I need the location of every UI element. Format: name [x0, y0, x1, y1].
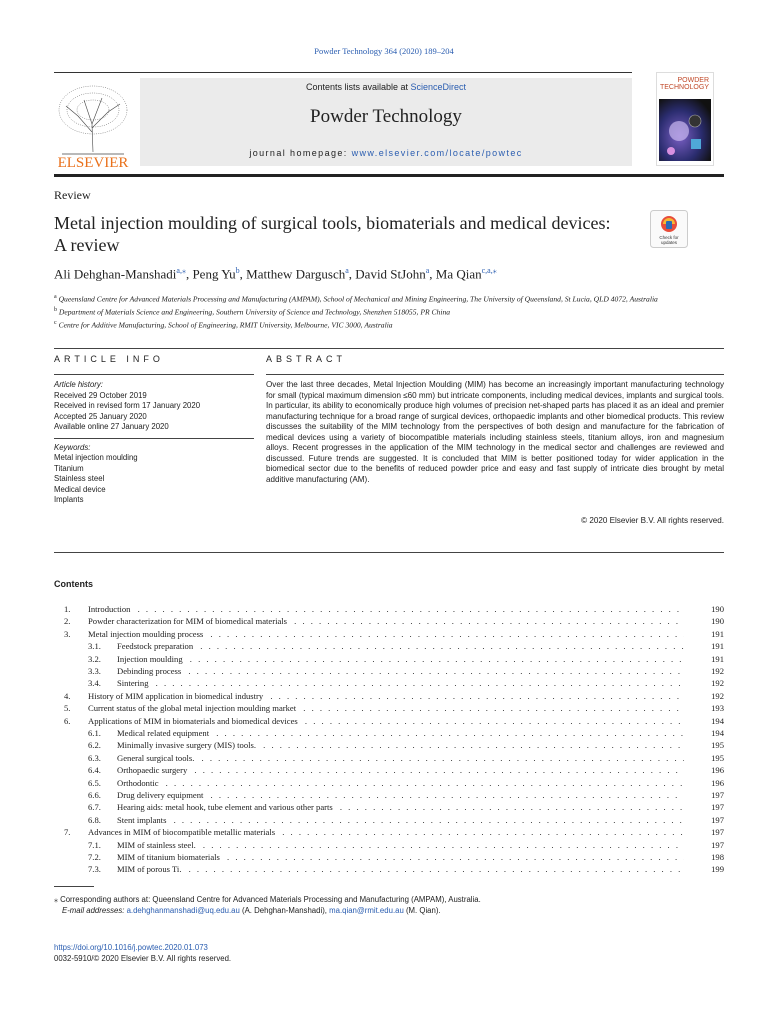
toc-entry[interactable] — [54, 753, 724, 765]
toc-label: Current status of the global metal injection moulding market . . . — [88, 703, 684, 713]
toc-entry[interactable] — [54, 864, 724, 876]
elsevier-logo — [54, 78, 132, 170]
toc-number: 5. — [64, 703, 71, 714]
author-affiliation-marker[interactable]: b — [235, 266, 240, 275]
toc-label: MIM of titanium biomaterials . . . — [117, 852, 684, 862]
article-info-heading: ARTICLE INFO — [54, 354, 164, 364]
email-note: E-mail addresses: a.dehghanmanshadi@uq.edu.au (A. Dehghan-Manshadi), ma.qian@rmit.edu.au (M. Qian). — [62, 906, 441, 915]
toc-page: 199 — [711, 864, 724, 875]
footnote-rule — [54, 886, 94, 887]
toc-number: 7.1. — [88, 839, 101, 850]
article-info — [54, 380, 254, 506]
toc-page: 197 — [711, 814, 724, 825]
toc-entry[interactable] — [54, 852, 724, 864]
corresponding-note: ⁎ Corresponding authors at: Queensland Centre for Advanced Materials Processing and Manufacturing (AMPAM), Australia. — [54, 895, 481, 904]
check-updates-icon — [650, 210, 688, 248]
author-separator: , — [429, 266, 436, 282]
toc-label: Orthopaedic surgery . . . — [117, 765, 684, 775]
toc-number: 6. — [64, 715, 71, 726]
toc-label: MIM of stainless steel. . . . — [117, 840, 684, 850]
toc-number: 7.2. — [88, 852, 101, 862]
affiliation-item — [54, 305, 734, 318]
toc-label: Advances in MIM of biocompatible metallic materials . . . — [88, 827, 684, 837]
divider — [54, 552, 724, 553]
toc-entry[interactable] — [54, 616, 724, 628]
toc-number: 6.4. — [88, 765, 101, 776]
toc-page: 197 — [711, 790, 724, 800]
toc-number: 3.3. — [88, 666, 101, 676]
history-item: Accepted 25 January 2020 — [54, 411, 147, 421]
toc-entry[interactable] — [54, 728, 724, 740]
toc-entry[interactable] — [54, 716, 724, 728]
author-affiliation-marker[interactable]: a,⁎ — [176, 266, 186, 275]
toc-label: Injection moulding . . . — [117, 654, 684, 664]
toc-label: Medical related equipment . . . — [117, 728, 684, 738]
toc-label: Minimally invasive surgery (MIS) tools. . . . — [117, 740, 684, 750]
svg-text:Check for: Check for — [659, 235, 679, 240]
keywords-label: Keywords: — [54, 442, 91, 452]
toc-entry[interactable] — [54, 815, 724, 827]
affiliation-text: Queensland Centre for Advanced Materials Processing and Manufacturing (AMPAM), School of Mechanical and Mining Engineering, The University of Queensland, St Lucia, QLD 4072, Australia — [58, 294, 658, 304]
toc-label: History of MIM application in biomedical industry . . . — [88, 691, 684, 701]
toc-entry[interactable] — [54, 802, 724, 814]
toc-entry[interactable] — [54, 629, 724, 641]
toc-page: 190 — [711, 604, 724, 614]
masthead-top-rule — [54, 72, 632, 73]
toc-page: 191 — [711, 628, 724, 639]
toc-page: 191 — [711, 641, 724, 652]
toc-page: 192 — [711, 678, 724, 689]
author-list — [54, 266, 497, 282]
journal-reference[interactable]: Powder Technology 364 (2020) 189–204 — [314, 46, 454, 56]
toc-label: Stent implants . . . — [117, 815, 684, 825]
toc-label: MIM of porous Ti. . . . — [117, 864, 684, 874]
journal-name: Powder Technology — [310, 106, 462, 127]
toc-page: 192 — [711, 666, 724, 676]
keyword-item: Medical device — [54, 484, 106, 494]
author-separator: , — [348, 266, 356, 282]
affiliation-item — [54, 292, 734, 305]
toc-entry[interactable] — [54, 604, 724, 616]
toc-page: 197 — [711, 827, 724, 838]
affiliation-marker: b — [54, 307, 57, 314]
keyword-item: Titanium — [54, 463, 84, 473]
abstract-copyright: © 2020 Elsevier B.V. All rights reserved. — [581, 516, 724, 525]
toc-entry[interactable] — [54, 666, 724, 678]
toc-page: 193 — [711, 703, 724, 714]
divider — [266, 374, 724, 375]
toc-number: 7.3. — [88, 864, 101, 875]
author-affiliation-marker[interactable]: c,a,⁎ — [481, 266, 497, 275]
author-name[interactable]: Peng Yu — [192, 266, 236, 282]
author-name[interactable]: Matthew Dargusch — [246, 266, 346, 282]
toc-number: 3.1. — [88, 641, 101, 652]
toc-number: 3.2. — [88, 653, 101, 664]
keyword-item: Metal injection moulding — [54, 453, 138, 462]
sciencedirect-link[interactable]: ScienceDirect — [410, 82, 467, 92]
keyword-list — [54, 453, 254, 506]
article-title: Metal injection moulding of surgical tools, biomaterials and medical devices: A review — [54, 213, 611, 255]
journal-homepage: journal homepage: www.elsevier.com/locate/powtec — [249, 148, 523, 158]
divider — [54, 438, 254, 439]
toc-number: 6.3. — [88, 752, 101, 763]
contents-heading: Contents — [54, 579, 93, 589]
affiliations — [54, 292, 734, 331]
toc-page: 192 — [711, 690, 724, 701]
author-separator: , — [185, 266, 193, 282]
history-label: Article history: — [54, 380, 103, 389]
toc-entry[interactable] — [54, 703, 724, 715]
affiliation-text: Department of Materials Science and Engineering, Southern University of Science and Technology, Shenzhen 518055, PR China — [58, 307, 451, 317]
contents-availability: Contents lists available at ScienceDirect — [305, 82, 467, 92]
toc-number: 1. — [64, 604, 71, 614]
toc-page: 191 — [711, 653, 724, 664]
toc-label: Sintering . . . — [117, 678, 684, 688]
journal-cover-image — [656, 72, 714, 166]
toc-page: 194 — [711, 715, 724, 726]
toc-label: Debinding process . . . — [117, 666, 684, 676]
elsevier-wordmark: ELSEVIER — [57, 155, 129, 170]
masthead-bottom-rule — [54, 174, 724, 177]
email-link-dehghan[interactable]: a.dehghanmanshadi@uq.edu.au — [126, 906, 240, 915]
toc-number: 6.6. — [88, 790, 101, 800]
journal-homepage-link[interactable]: www.elsevier.com/locate/powtec — [351, 148, 523, 158]
keyword-item: Implants — [54, 495, 84, 504]
author-affiliation-marker[interactable]: a — [425, 266, 430, 275]
history-item: Received in revised form 17 January 2020 — [54, 401, 201, 410]
abstract-text: Over the last three decades, Metal Injection Moulding (MIM) has become an increasingly important manufacturing technology for small (typical maximum dimension ≤60 mm) but intricate components, including medical devices, implants and surgical tools. In particular, its ability to economically produce high volumes of precision net-shaped parts has placed it as an ideal and premier manufacturing technique for a broad range of surgical devices, orthopaedic implants and other biomedical products. This review discusses the suitability of the MIM technology from the perspectives of both design and manufacture for the fabrication of medical devices using a variety of biocompatible materials including stainless steels, titanium alloys, iron and magnesium alloys. Recent progresses in the application of the MIM technology in the medical sector and challenges are reviewed and discussed. Future trends are suggested. It is concluded that MIM is better positioned today for wider application in the biomedical sector due to the benefits of reduced powder price and easy and fast supply of intricate dies brought by metal additive manufacturing (AM). — [266, 380, 724, 484]
toc-page: 195 — [711, 752, 724, 763]
toc-number: 6.1. — [88, 728, 101, 738]
toc-label: Orthodontic . . . — [117, 778, 684, 788]
toc-label: Drug delivery equipment . . . — [117, 790, 684, 800]
check-for-updates-button[interactable] — [650, 210, 688, 248]
cover-title: POWDER TECHNOLOGY — [659, 77, 709, 91]
history-item: Received 29 October 2019 — [54, 390, 147, 400]
history-item: Available online 27 January 2020 — [54, 422, 169, 431]
toc-number: 4. — [64, 690, 71, 701]
doi-link[interactable]: https://doi.org/10.1016/j.powtec.2020.01.073 — [54, 943, 208, 952]
journal-info-box — [140, 78, 632, 166]
toc-page: 194 — [711, 728, 724, 738]
toc-label: Hearing aids: metal hook, tube element and various other parts . . . — [117, 802, 684, 812]
toc-entry[interactable] — [54, 765, 724, 777]
author-name[interactable]: Ma Qian — [435, 266, 482, 282]
author-name[interactable]: Ali Dehghan-Manshadi — [54, 266, 177, 282]
toc-entry[interactable] — [54, 840, 724, 852]
divider — [54, 348, 724, 349]
toc-page: 190 — [711, 616, 724, 627]
author-name[interactable]: David StJohn — [355, 266, 426, 282]
toc-entry[interactable] — [54, 654, 724, 666]
toc-number: 6.8. — [88, 814, 101, 825]
toc-label: General surgical tools. . . . — [117, 753, 684, 763]
toc-page: 198 — [711, 852, 724, 862]
toc-page: 195 — [711, 740, 724, 751]
toc-entry[interactable] — [54, 778, 724, 790]
toc-number: 2. — [64, 616, 71, 627]
author-affiliation-marker[interactable]: a — [345, 266, 349, 275]
toc-page: 196 — [711, 765, 724, 776]
toc-entry[interactable] — [54, 827, 724, 839]
journal-masthead — [54, 72, 712, 172]
history-list — [54, 391, 254, 433]
abstract-heading: ABSTRACT — [266, 354, 347, 364]
toc-label: Feedstock preparation . . . — [117, 641, 684, 651]
toc-entry[interactable] — [54, 691, 724, 703]
toc-number: 6.7. — [88, 802, 101, 813]
toc-page: 197 — [711, 839, 724, 850]
issn-line: 0032-5910/© 2020 Elsevier B.V. All rights reserved. — [54, 954, 232, 963]
toc-number: 6.2. — [88, 740, 101, 751]
keyword-item: Stainless steel — [54, 474, 105, 483]
toc-label: Introduction . . . — [88, 604, 684, 614]
divider — [54, 374, 254, 375]
toc-number: 7. — [64, 827, 71, 838]
toc-entry[interactable] — [54, 641, 724, 653]
affiliation-text: Centre for Additive Manufacturing, School of Engineering, RMIT University, Melbourne, VIC 3000, Australia — [58, 320, 393, 330]
toc-page: 196 — [711, 777, 724, 788]
footnotes — [54, 894, 724, 916]
toc-page: 197 — [711, 802, 724, 813]
affiliation-marker: a — [54, 294, 57, 300]
toc-label: Metal injection moulding process . . . — [88, 629, 684, 639]
toc-number: 3.4. — [88, 678, 101, 689]
article-type: Review — [54, 188, 91, 202]
toc-entry[interactable] — [54, 790, 724, 802]
toc-number: 3. — [64, 628, 71, 639]
toc-label: Powder characterization for MIM of biomedical materials . . . — [88, 616, 684, 626]
affiliation-item — [54, 318, 734, 331]
affiliation-marker: c — [54, 320, 57, 327]
author-separator: , — [239, 266, 247, 282]
doi-block — [54, 942, 231, 964]
svg-text:updates: updates — [660, 240, 678, 245]
toc-entry[interactable] — [54, 740, 724, 752]
email-link-qian[interactable]: ma.qian@rmit.edu.au — [329, 906, 404, 915]
toc-number: 6.5. — [88, 777, 101, 788]
toc-label: Applications of MIM in biomaterials and biomedical devices . . . — [88, 716, 684, 726]
toc-entry[interactable] — [54, 678, 724, 690]
